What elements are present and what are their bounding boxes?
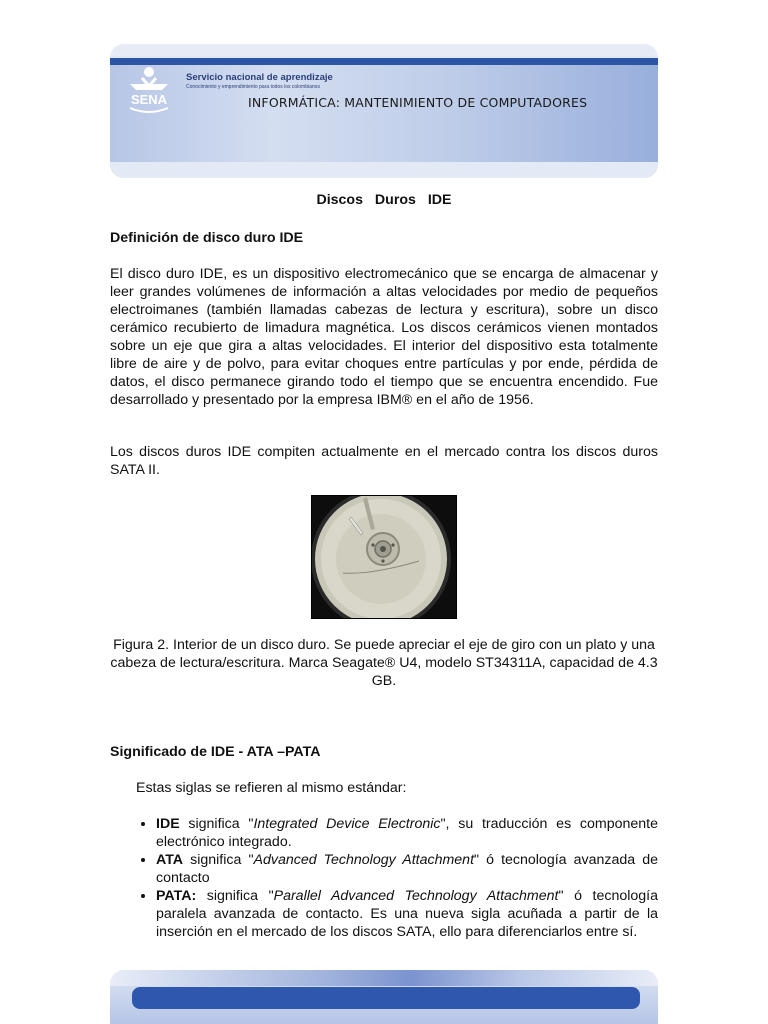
section-acronyms <box>110 743 658 761</box>
org-tagline: Conocimiento y emprendimiento para todos los colombianos <box>186 84 320 90</box>
comparison-paragraph: Los discos duros IDE compiten actualmente en el mercado contra los discos duros SATA II. <box>110 444 658 478</box>
list-item-ata: • ATA significa "Advanced Technology Attachment" ó tecnología avanzada de contacto <box>156 851 658 887</box>
figure-caption: Figura 2. Interior de un disco duro. Se puede apreciar el eje de giro con un plato y una cabeza de lectura/escritura. Marca Seagate® U4, modelo ST34311A, capacidad de 4.3 GB. <box>110 637 658 689</box>
header-blue-bar <box>110 58 658 65</box>
footer-banner <box>110 970 658 1024</box>
logo-text: SENA <box>130 92 168 107</box>
footer-strip <box>110 970 658 986</box>
list-item-ide: • IDE significa "Integrated Device Electronic", su traducción es componente electrónico integrado. <box>156 815 658 851</box>
header-banner <box>110 44 658 178</box>
header-top-band <box>110 44 658 56</box>
acronyms-list <box>110 815 658 941</box>
term: ATA <box>156 852 184 868</box>
footer-bar <box>132 987 640 1009</box>
org-name: Servicio nacional de aprendizaje <box>186 72 333 83</box>
term: IDE <box>156 816 180 832</box>
hard-disk-photo <box>311 495 457 619</box>
acronyms-list-container <box>110 815 658 941</box>
definition-paragraph: El disco duro IDE, es un dispositivo electromecánico que se encarga de almacenar y leer grandes volúmenes de información a altas velocidades por medio de pequeños electroimanes (también llamadas cabezas de lectura y escritura), sobre un disco cerámico recubierto de limadura magnética. Los discos cerámicos vienen montados sobre un eje que gira a altas velocidades. El interior del dispositivo esta totalmente libre de aire y de polvo, para evitar choques entre partículas y por ende, pérdida de datos, el disco permanece girando todo el tiempo que se encuentra encendido. Fue desarrollado y presentado por la empresa IBM® en el año de 1956. <box>110 266 658 408</box>
course-title: INFORMÁTICA: MANTENIMIENTO DE COMPUTADORES <box>248 95 588 110</box>
document-title: Discos Duros IDE <box>316 192 452 208</box>
section2-heading: Significado de IDE - ATA –PATA <box>110 744 321 760</box>
sena-logo-icon <box>122 64 176 118</box>
section-definition-heading <box>110 229 658 247</box>
term: PATA: <box>156 888 197 904</box>
acronyms-intro: Estas siglas se refieren al mismo estándar: <box>136 780 407 796</box>
hard-disk-illustration <box>311 495 457 619</box>
section-heading: Definición de disco duro IDE <box>110 230 304 246</box>
list-item-pata: • PATA: significa "Parallel Advanced Technology Attachment" ó tecnología paralela avanzada de contacto. Es una nueva sigla acuñada a partir de la inserción en el mercado de los discos SATA, ello para diferenciarlos entre sí. <box>156 887 658 941</box>
header-bottom-band <box>110 162 658 178</box>
